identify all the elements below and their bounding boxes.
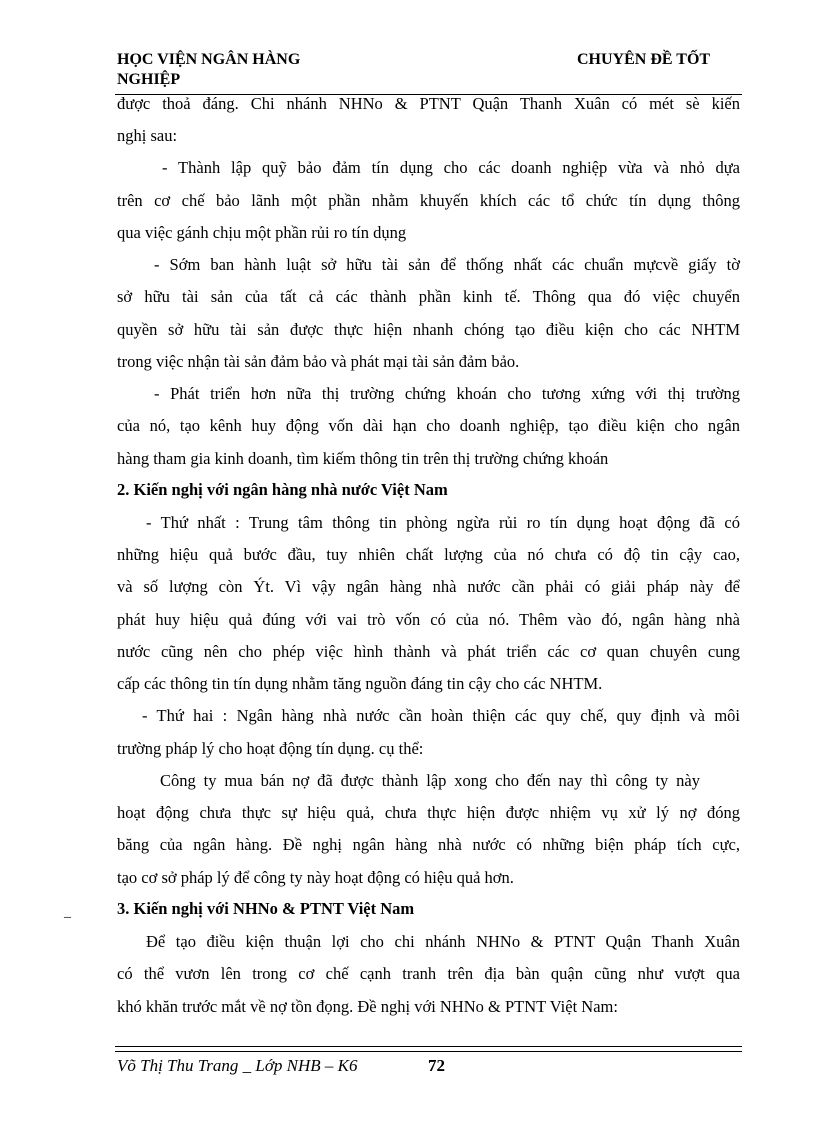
section-heading-3: 3. Kiến nghị với NHNo & PTNT Việt Nam — [117, 899, 415, 918]
body-line: - Phát triển hơn nữa thị trường chứng khoán cho tương xứng với thị trường — [154, 384, 740, 403]
body-line: băng của ngân hàng. Đề nghị ngân hàng nhà nước có những biện pháp tích cực, — [117, 835, 740, 854]
body-line: - Thành lập quỹ bảo đảm tín dụng cho các doanh nghiệp vừa và nhỏ dựa — [162, 158, 740, 177]
body-line: có thể vươn lên trong cơ chế cạnh tranh trên địa bàn quận cũng như vượt qua — [117, 964, 740, 983]
footer-author: Võ Thị Thu Trang _ Lớp NHB – K6 — [117, 1056, 358, 1075]
body-line: trong việc nhận tài sản đảm bảo và phát mại tài sản đảm bảo. — [117, 352, 520, 371]
body-line: qua việc gánh chịu một phần rủi ro tín dụng — [117, 223, 407, 242]
body-line: khó khăn trước mắt về nợ tồn đọng. Đề nghị với NHNo & PTNT Việt Nam: — [117, 997, 618, 1016]
page-number: 72 — [428, 1056, 445, 1075]
body-line: và số lượng còn Ýt. Vì vậy ngân hàng nhà nước cần phải có giải pháp này để — [117, 577, 740, 596]
body-line: Công ty mua bán nợ đã được thành lập xong cho đến nay thì công ty này — [160, 771, 700, 790]
body-line: hoạt động chưa thực sự hiệu quả, chưa thực hiện được nhiệm vụ xử lý nợ đóng — [117, 803, 740, 822]
body-line: nước cũng nên cho phép việc hình thành và phát triển các cơ quan chuyên cung — [117, 642, 740, 661]
body-line: sở hữu tài sản của tất cả các thành phần kinh tế. Thông qua đó việc chuyển — [117, 287, 740, 306]
margin-mark: _ — [64, 905, 71, 920]
body-line: - Thứ hai : Ngân hàng nhà nước cần hoàn thiện các quy chế, quy định và môi — [142, 706, 740, 725]
body-line: của nó, tạo kênh huy động vốn dài hạn cho doanh nghiệp, tạo điều kiện cho ngân — [117, 416, 740, 435]
footer-rule-thin — [115, 1046, 742, 1047]
body-line: hàng tham gia kinh doanh, tìm kiếm thông tin trên thị trường chứng khoán — [117, 449, 609, 468]
body-line: trường pháp lý cho hoạt động tín dụng. cụ thể: — [117, 739, 424, 758]
section-heading-2: 2. Kiến nghị với ngân hàng nhà nước Việt Nam — [117, 480, 448, 499]
header-title: CHUYÊN ĐỀ TỐT — [577, 51, 711, 68]
body-line: - Thứ nhất : Trung tâm thông tin phòng ngừa rủi ro tín dụng hoạt động đã có — [146, 513, 740, 532]
body-line: được thoả đáng. Chi nhánh NHNo & PTNT Quận Thanh Xuân có mét sè kiến — [117, 94, 740, 113]
header-institution: HỌC VIỆN NGÂN HÀNG — [117, 51, 301, 68]
body-line: Để tạo điều kiện thuận lợi cho chi nhánh NHNo & PTNT Quận Thanh Xuân — [146, 932, 740, 951]
body-line: trên cơ chế bảo lãnh một phần nhằm khuyến khích các tổ chức tín dụng thông — [117, 191, 740, 210]
footer-rule-thick — [115, 1051, 742, 1052]
body-line: - Sớm ban hành luật sở hữu tài sản để thống nhất các chuẩn mựcvề giấy tờ — [154, 255, 740, 274]
body-line: những hiệu quả bước đầu, tuy nhiên chất lượng của nó chưa có độ tin cậy cao, — [117, 545, 740, 564]
body-line: nghị sau: — [117, 126, 178, 145]
body-line: cấp các thông tin tín dụng nhằm tăng nguồn đáng tin cậy cho các NHTM. — [117, 674, 603, 693]
body-line: phát huy hiệu quả đúng với vai trò vốn có của nó. Thêm vào đó, ngân hàng nhà — [117, 610, 740, 629]
header-title-wrap: NGHIỆP — [117, 71, 181, 88]
body-line: quyền sở hữu tài sản được thực hiện nhanh chóng tạo điều kiện cho các NHTM — [117, 320, 740, 339]
body-line: tạo cơ sở pháp lý để công ty này hoạt động có hiệu quả hơn. — [117, 868, 514, 887]
